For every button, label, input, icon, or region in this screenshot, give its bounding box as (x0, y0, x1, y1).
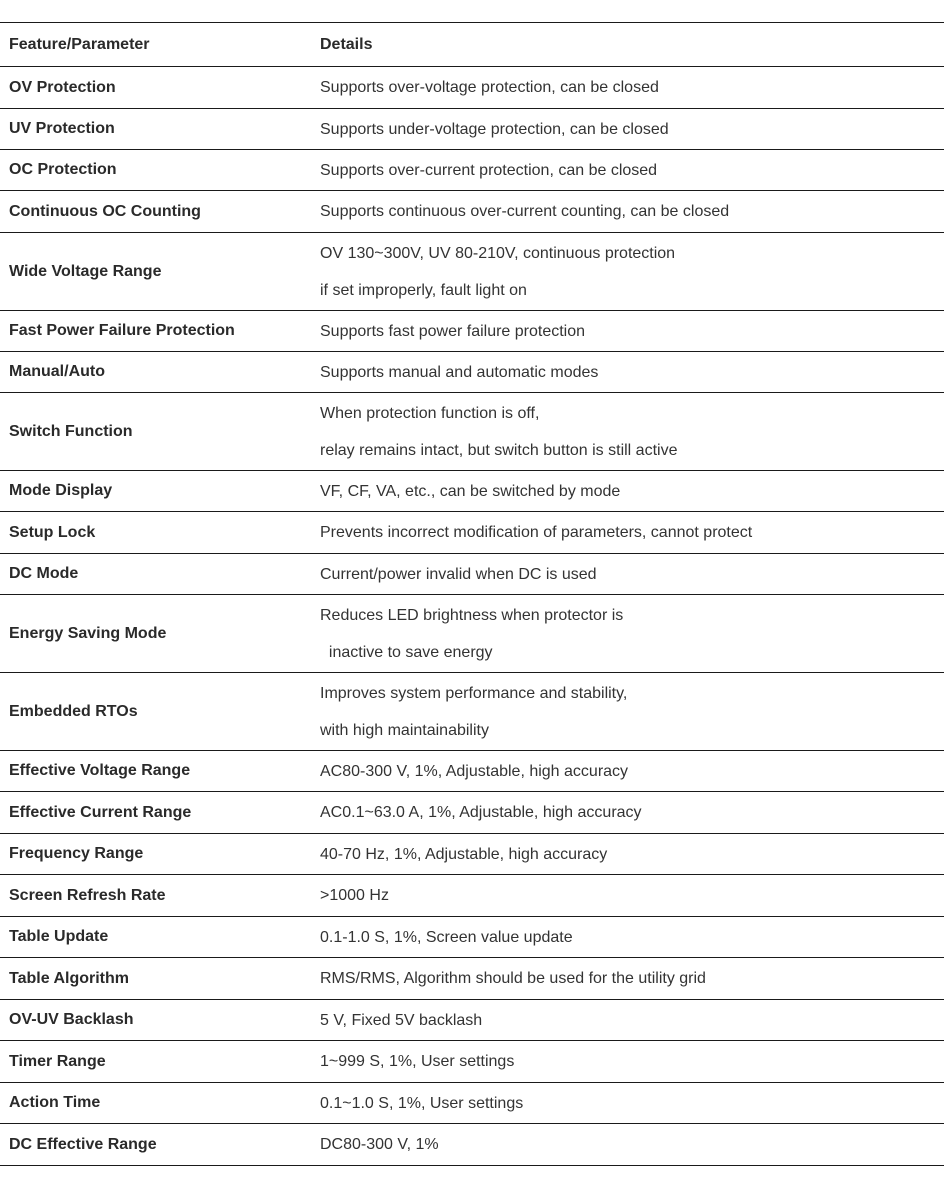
table-row (0, 393, 944, 471)
row-details-cell (320, 1000, 944, 1040)
table-row (0, 875, 944, 917)
row-feature-label: OC Protection (9, 161, 117, 178)
row-details-cell (320, 554, 944, 594)
table-row (0, 792, 944, 834)
table-row (0, 191, 944, 233)
row-feature-label: Energy Saving Mode (9, 624, 167, 642)
row-feature-label: Wide Voltage Range (9, 262, 162, 280)
row-feature-label: Continuous OC Counting (9, 202, 201, 220)
table-body (0, 67, 944, 1166)
row-feature-label: Manual/Auto (9, 363, 105, 380)
row-feature-label: Mode Display (9, 482, 113, 499)
row-details-line: OV 130~300V, UV 80-210V, continuous protection (320, 244, 676, 262)
row-details-cell (320, 311, 944, 351)
row-details-line: relay remains intact, but switch button is still active (320, 441, 678, 459)
row-details-cell (320, 1041, 944, 1082)
header-details-cell (320, 23, 944, 66)
row-feature-label: OV-UV Backlash (9, 1011, 134, 1028)
table-row (0, 673, 944, 751)
row-details-line: AC80-300 V, 1%, Adjustable, high accuracy (320, 762, 629, 780)
row-details-cell (320, 512, 944, 553)
table-header-row (0, 23, 944, 67)
row-feature-label: Embedded RTOs (9, 702, 138, 720)
table-row (0, 1041, 944, 1083)
table-row (0, 1083, 944, 1124)
row-details-cell (320, 673, 944, 750)
row-details-line: VF, CF, VA, etc., can be switched by mode (320, 482, 621, 500)
row-feature-label: Effective Current Range (9, 803, 192, 821)
table-row (0, 67, 944, 109)
table-row (0, 512, 944, 554)
table-row (0, 834, 944, 875)
row-details-cell (320, 751, 944, 791)
row-details-line: if set improperly, fault light on (320, 281, 527, 299)
row-details-line: DC80-300 V, 1% (320, 1136, 439, 1153)
table-row (0, 1000, 944, 1041)
row-details-cell (320, 875, 944, 916)
table-row (0, 917, 944, 958)
row-feature-label: Effective Voltage Range (9, 762, 191, 779)
row-details-line: Supports fast power failure protection (320, 322, 586, 340)
row-details-cell (320, 917, 944, 957)
row-details-line: Improves system performance and stability, (320, 684, 628, 702)
row-details-line: RMS/RMS, Algorithm should be used for the utility grid (320, 970, 706, 987)
row-details-line: inactive to save energy (320, 643, 493, 661)
table-row (0, 150, 944, 191)
row-details-line: 0.1-1.0 S, 1%, Screen value update (320, 928, 573, 946)
table-row (0, 352, 944, 393)
row-details-cell (320, 958, 944, 999)
table-row (0, 311, 944, 352)
row-feature-label: Table Update (9, 928, 109, 945)
row-feature-label: Screen Refresh Rate (9, 886, 166, 904)
row-feature-label: Frequency Range (9, 845, 144, 862)
header-details: Details (320, 36, 373, 53)
table-row (0, 554, 944, 595)
row-details-cell (320, 352, 944, 392)
row-feature-label: Timer Range (9, 1052, 106, 1070)
row-details-line: 0.1~1.0 S, 1%, User settings (320, 1094, 524, 1112)
table-row (0, 595, 944, 673)
row-details-cell (320, 1124, 944, 1165)
row-feature-label: Switch Function (9, 422, 133, 440)
row-details-cell (320, 233, 944, 310)
row-details-cell (320, 191, 944, 232)
row-details-cell (320, 393, 944, 470)
row-details-cell (320, 109, 944, 149)
table-row (0, 958, 944, 1000)
table-row (0, 233, 944, 311)
table-row (0, 471, 944, 512)
row-details-cell (320, 471, 944, 511)
row-feature-label: Table Algorithm (9, 969, 129, 987)
row-details-line: Supports manual and automatic modes (320, 363, 599, 381)
row-details-line: 40-70 Hz, 1%, Adjustable, high accuracy (320, 845, 608, 863)
row-details-line: 1~999 S, 1%, User settings (320, 1053, 515, 1070)
row-details-line: Supports continuous over-current counting, can be closed (320, 203, 730, 220)
table-row (0, 1124, 944, 1166)
row-details-line: When protection function is off, (320, 404, 540, 422)
spec-table (0, 22, 944, 1166)
row-details-line: Supports under-voltage protection, can be closed (320, 120, 669, 138)
row-details-line: Supports over-current protection, can be closed (320, 161, 658, 179)
row-details-cell (320, 834, 944, 874)
row-details-line: 5 V, Fixed 5V backlash (320, 1011, 483, 1029)
row-feature-label: Action Time (9, 1094, 101, 1111)
row-details-line: >1000 Hz (320, 887, 389, 904)
row-details-line: Current/power invalid when DC is used (320, 565, 597, 583)
row-feature-label: OV Protection (9, 78, 116, 96)
header-feature: Feature/Parameter (9, 35, 150, 53)
row-feature-label: UV Protection (9, 120, 115, 137)
row-details-cell (320, 1083, 944, 1123)
row-details-cell (320, 150, 944, 190)
row-details-line: Supports over-voltage protection, can be closed (320, 79, 659, 96)
row-details-line: Reduces LED brightness when protector is (320, 606, 624, 624)
row-feature-label: Setup Lock (9, 523, 96, 541)
row-details-cell (320, 792, 944, 833)
row-details-line: with high maintainability (320, 721, 489, 739)
row-details-cell (320, 595, 944, 672)
row-details-cell (320, 67, 944, 108)
row-details-line: AC0.1~63.0 A, 1%, Adjustable, high accuracy (320, 804, 642, 821)
table-row (0, 751, 944, 792)
table-row (0, 109, 944, 150)
row-feature-label: Fast Power Failure Protection (9, 322, 235, 339)
row-details-line: Prevents incorrect modification of parameters, cannot protect (320, 524, 753, 541)
row-feature-label: DC Mode (9, 565, 79, 582)
row-feature-label: DC Effective Range (9, 1135, 157, 1153)
